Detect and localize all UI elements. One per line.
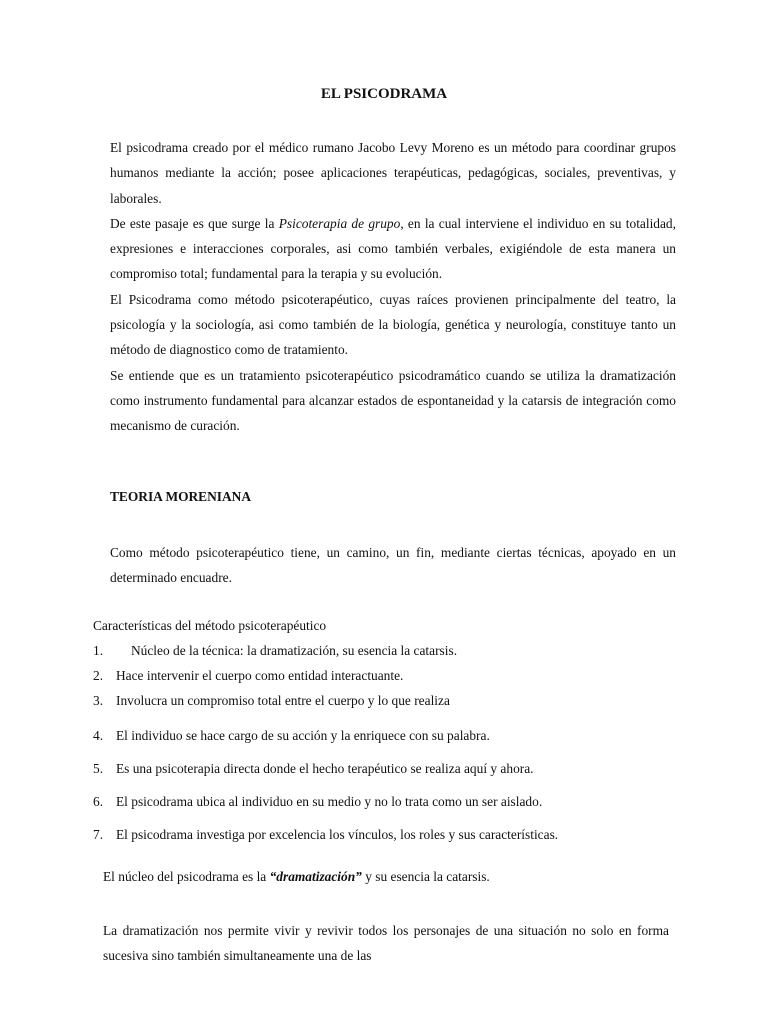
paragraph-dramatization: La dramatización nos permite vivir y revivir todos los personajes de una situación no solo en forma sucesiva sino también simultaneamente una de las: [103, 923, 669, 963]
list-item: [93, 728, 490, 744]
section-body: [110, 540, 676, 591]
list-number: 6.: [93, 794, 104, 809]
list-text: Es una psicoterapia directa donde el hecho terapéutico se realiza aquí y ahora.: [116, 761, 534, 776]
paragraph-treatment: Se entiende que es un tratamiento psicoterapéutico psicodramático cuando se utiliza la dramatización como instrumento fundamental para alcanzar estados de espontaneidad y la catarsis de integración como mecanismo de curación.: [110, 367, 676, 434]
nucleus-emphasis: “dramatización”: [269, 869, 362, 884]
list-text: El psicodrama ubica al individuo en su medio y no lo trata como un ser aislado.: [116, 794, 543, 809]
paragraph-origin: El psicodrama creado por el médico rumano Jacobo Levy Moreno es un método para coordinar grupos humanos mediante la acción; posee aplicaciones terapéuticas, pedagógicas, sociales, preventivas, y laborales.: [110, 140, 676, 206]
document-title: EL PSICODRAMA: [320, 86, 448, 102]
list-text: Hace intervenir el cuerpo como entidad interactuante.: [116, 668, 404, 683]
list-item: [93, 827, 558, 843]
intro-section: [110, 135, 676, 439]
paragraph-group-therapy: [110, 211, 676, 287]
list-text: Involucra un compromiso total entre el cuerpo y lo que realiza: [116, 693, 450, 708]
list-item: [93, 761, 534, 777]
list-number: 2.: [93, 668, 104, 683]
paragraph-text: , en la cual interviene el individuo en su totalidad, expresiones e interacciones corporales, asi como también verbales, exigiéndole de esta manera un compromiso total; fundamental para la terapia y su evolución.: [110, 215, 676, 282]
section-heading: TEORIA MORENIANA: [110, 489, 251, 504]
paragraph-text: De este pasaje es que surge la: [110, 215, 279, 231]
list-item: [93, 668, 403, 684]
list-number: 7.: [93, 827, 104, 842]
list-text: Núcleo de la técnica: la dramatización, su esencia la catarsis.: [131, 643, 458, 658]
paragraph-method-path: Como método psicoterapéutico tiene, un camino, un fin, mediante ciertas técnicas, apoyado en un determinado encuadre.: [110, 545, 676, 586]
list-item: [93, 794, 542, 810]
list-number: 5.: [93, 761, 104, 776]
characteristics-title: Características del método psicoterapéutico: [93, 618, 327, 633]
nucleus-text: y su esencia la catarsis.: [361, 869, 490, 884]
list-text: El individuo se hace cargo de su acción y la enriquece con su palabra.: [116, 728, 490, 743]
list-number: 1.: [93, 643, 104, 658]
list-text: El psicodrama investiga por excelencia los vínculos, los roles y sus características.: [116, 827, 559, 842]
list-number: 3.: [93, 693, 104, 708]
nucleus-text: El núcleo del psicodrama es la: [103, 869, 270, 884]
list-item: [93, 643, 457, 659]
nucleus-statement: [103, 869, 490, 885]
list-number: 4.: [93, 728, 104, 743]
list-item: [93, 693, 450, 709]
paragraph-method: El Psicodrama como método psicoterapéutico, cuyas raíces provienen principalmente del teatro, la psicología y la sociología, asi como también de la biología, genética y neurología, constituye tanto un método de diagnostico como de tratamiento.: [110, 291, 676, 358]
italic-term: Psicoterapia de grupo: [278, 215, 401, 231]
